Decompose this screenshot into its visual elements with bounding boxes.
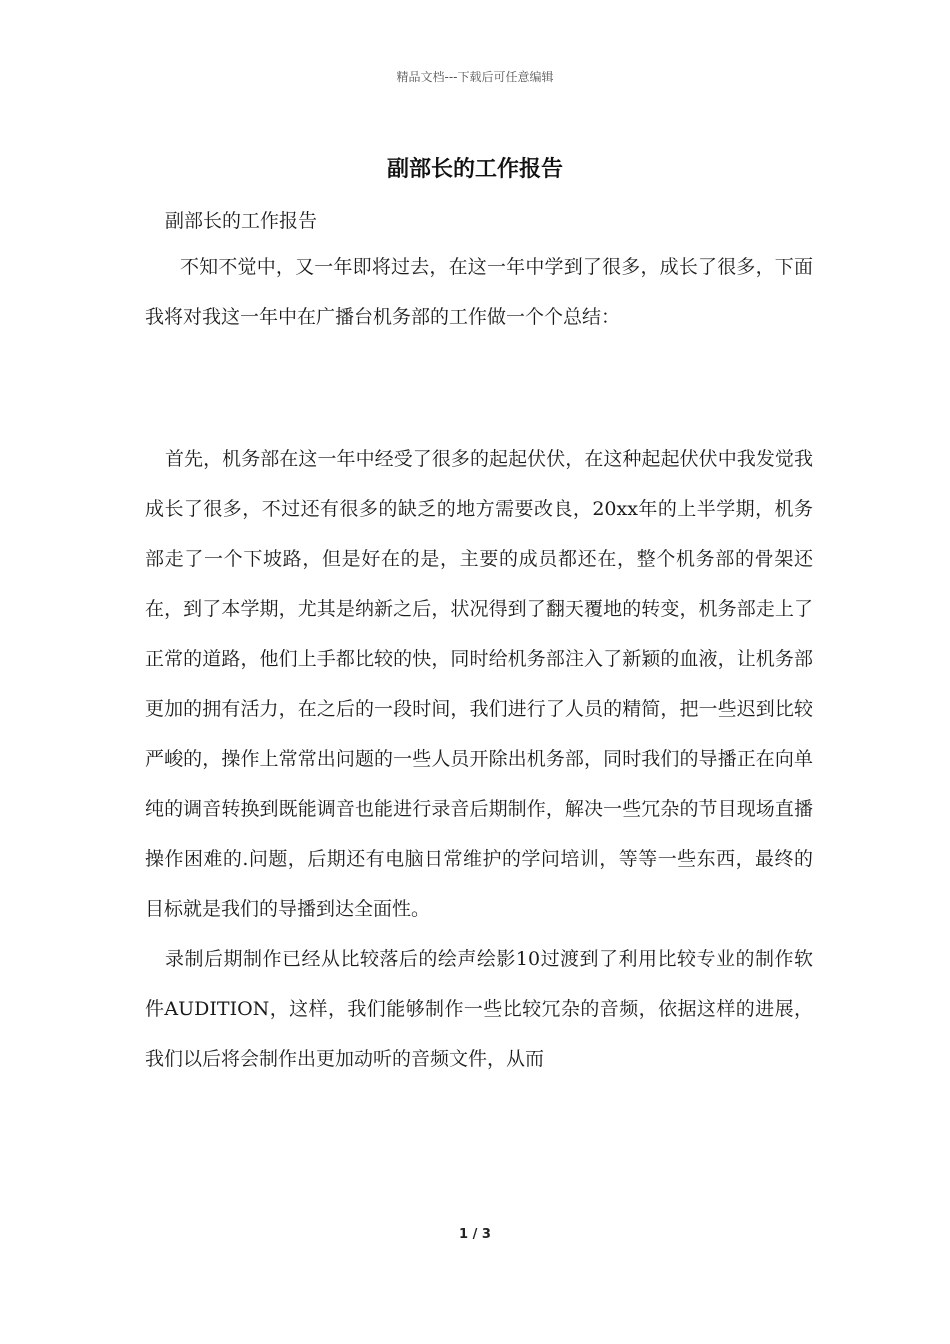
document-title: 副部长的工作报告 <box>386 156 563 182</box>
page-header: 精品文档---下载后可任意编辑 <box>396 70 554 84</box>
page-number: 1 / 3 <box>459 1227 491 1242</box>
paragraph-main: 首先，机务部在这一年中经受了很多的起起伏伏，在这种起起伏伏中我发觉我成长了很多，不过还有很多的缺乏的地方需要改良，20xx年的上半学期，机务部走了一个下坡路，但是好在的是，主要的成员都还在，整个机务部的骨架还在，到了本学期，尤其是纳新之后，状况得到了翻天覆地的转变，机务部走上了正常的道路，他们上手都比较的快，同时给机务部注入了新颖的血液，让机务部更加的拥有活力，在之后的一段时间，我们进行了人员的精简，把一些迟到比较严峻的，操作上常常出问题的一些人员开除出机务部，同时我们的导播正在向单纯的调音转换到既能调音也能进行录音后期制作，解决一些冗杂的节目现场直播操作困难的.问题，后期还有电脑日常维护的学问培训，等等一些东西，最终的目标就是我们的导播到达全面性。 <box>145 448 813 920</box>
document-body <box>145 200 813 1084</box>
paragraph-recording: 录制后期制作已经从比较落后的绘声绘影10过渡到了利用比较专业的制作软件AUDITION，这样，我们能够制作一些比较冗杂的音频，依据这样的进展，我们以后将会制作出更加动听的音频文件，从而 <box>145 948 813 1070</box>
paragraph-intro: 不知不觉中，又一年即将过去，在这一年中学到了很多，成长了很多，下面我将对我这一年中在广播台机务部的工作做一个个总结： <box>145 256 813 328</box>
document-subtitle: 副部长的工作报告 <box>165 210 318 232</box>
paragraph-spacer <box>145 342 813 434</box>
